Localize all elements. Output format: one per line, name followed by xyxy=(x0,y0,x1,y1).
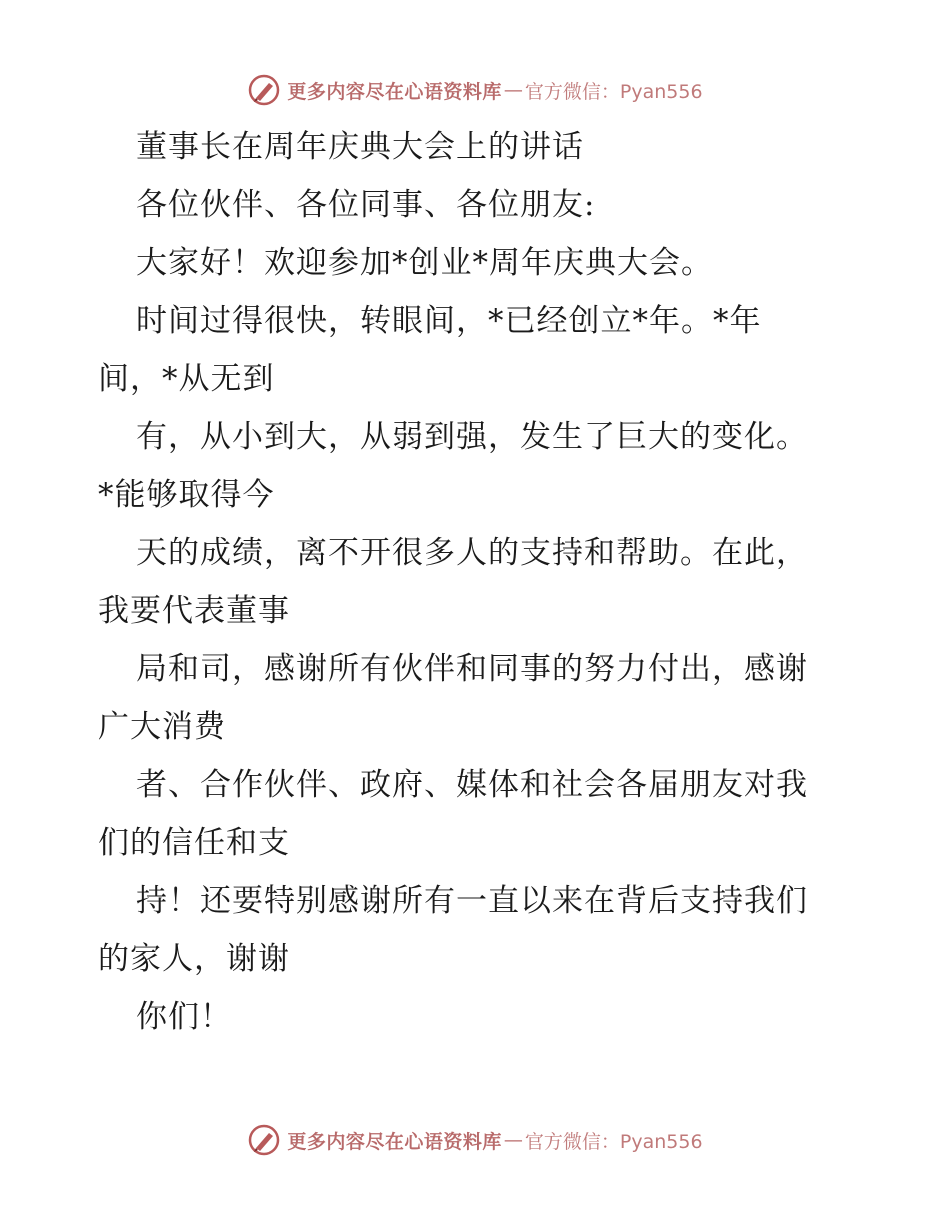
pen-logo-icon xyxy=(247,1123,281,1157)
document-body xyxy=(98,118,858,1046)
pen-logo-icon xyxy=(247,73,281,107)
text-line: 广大消费 xyxy=(98,709,226,745)
watermark-dash: — xyxy=(503,79,523,101)
watermark-text: 更多内容尽在心语资料库 xyxy=(287,80,502,103)
text-line: 你们！ xyxy=(136,999,232,1035)
text-line: 我要代表董事 xyxy=(98,593,290,629)
watermark-dash: — xyxy=(503,1129,523,1151)
watermark-brand: 官方微信：Pyan556 xyxy=(524,1130,703,1153)
watermark-brand: 官方微信：Pyan556 xyxy=(524,80,703,103)
text-line: 天的成绩，离不开很多人的支持和帮助。在此， xyxy=(136,535,808,571)
text-line: 有，从小到大，从弱到强，发生了巨大的变化。 xyxy=(136,419,808,455)
footer-watermark xyxy=(0,1120,950,1160)
text-line: 持！还要特别感谢所有一直以来在背后支持我们 xyxy=(136,883,808,919)
text-line: 时间过得很快，转眼间，*已经创立*年。*年 xyxy=(136,303,762,339)
text-line: 大家好！欢迎参加*创业*周年庆典大会。 xyxy=(136,245,713,281)
text-line: 局和司，感谢所有伙伴和同事的努力付出，感谢 xyxy=(136,651,808,687)
text-line: 的家人，谢谢 xyxy=(98,941,290,977)
header-watermark xyxy=(0,70,950,110)
salutation-line: 各位伙伴、各位同事、各位朋友: xyxy=(136,187,596,223)
watermark-text: 更多内容尽在心语资料库 xyxy=(287,1130,502,1153)
document-title: 董事长在周年庆典大会上的讲话 xyxy=(136,129,584,165)
text-line: 者、合作伙伴、政府、媒体和社会各届朋友对我 xyxy=(136,767,808,803)
text-line: 间，*从无到 xyxy=(98,361,275,397)
text-line: 们的信任和支 xyxy=(98,825,290,861)
text-line: *能够取得今 xyxy=(98,477,275,513)
